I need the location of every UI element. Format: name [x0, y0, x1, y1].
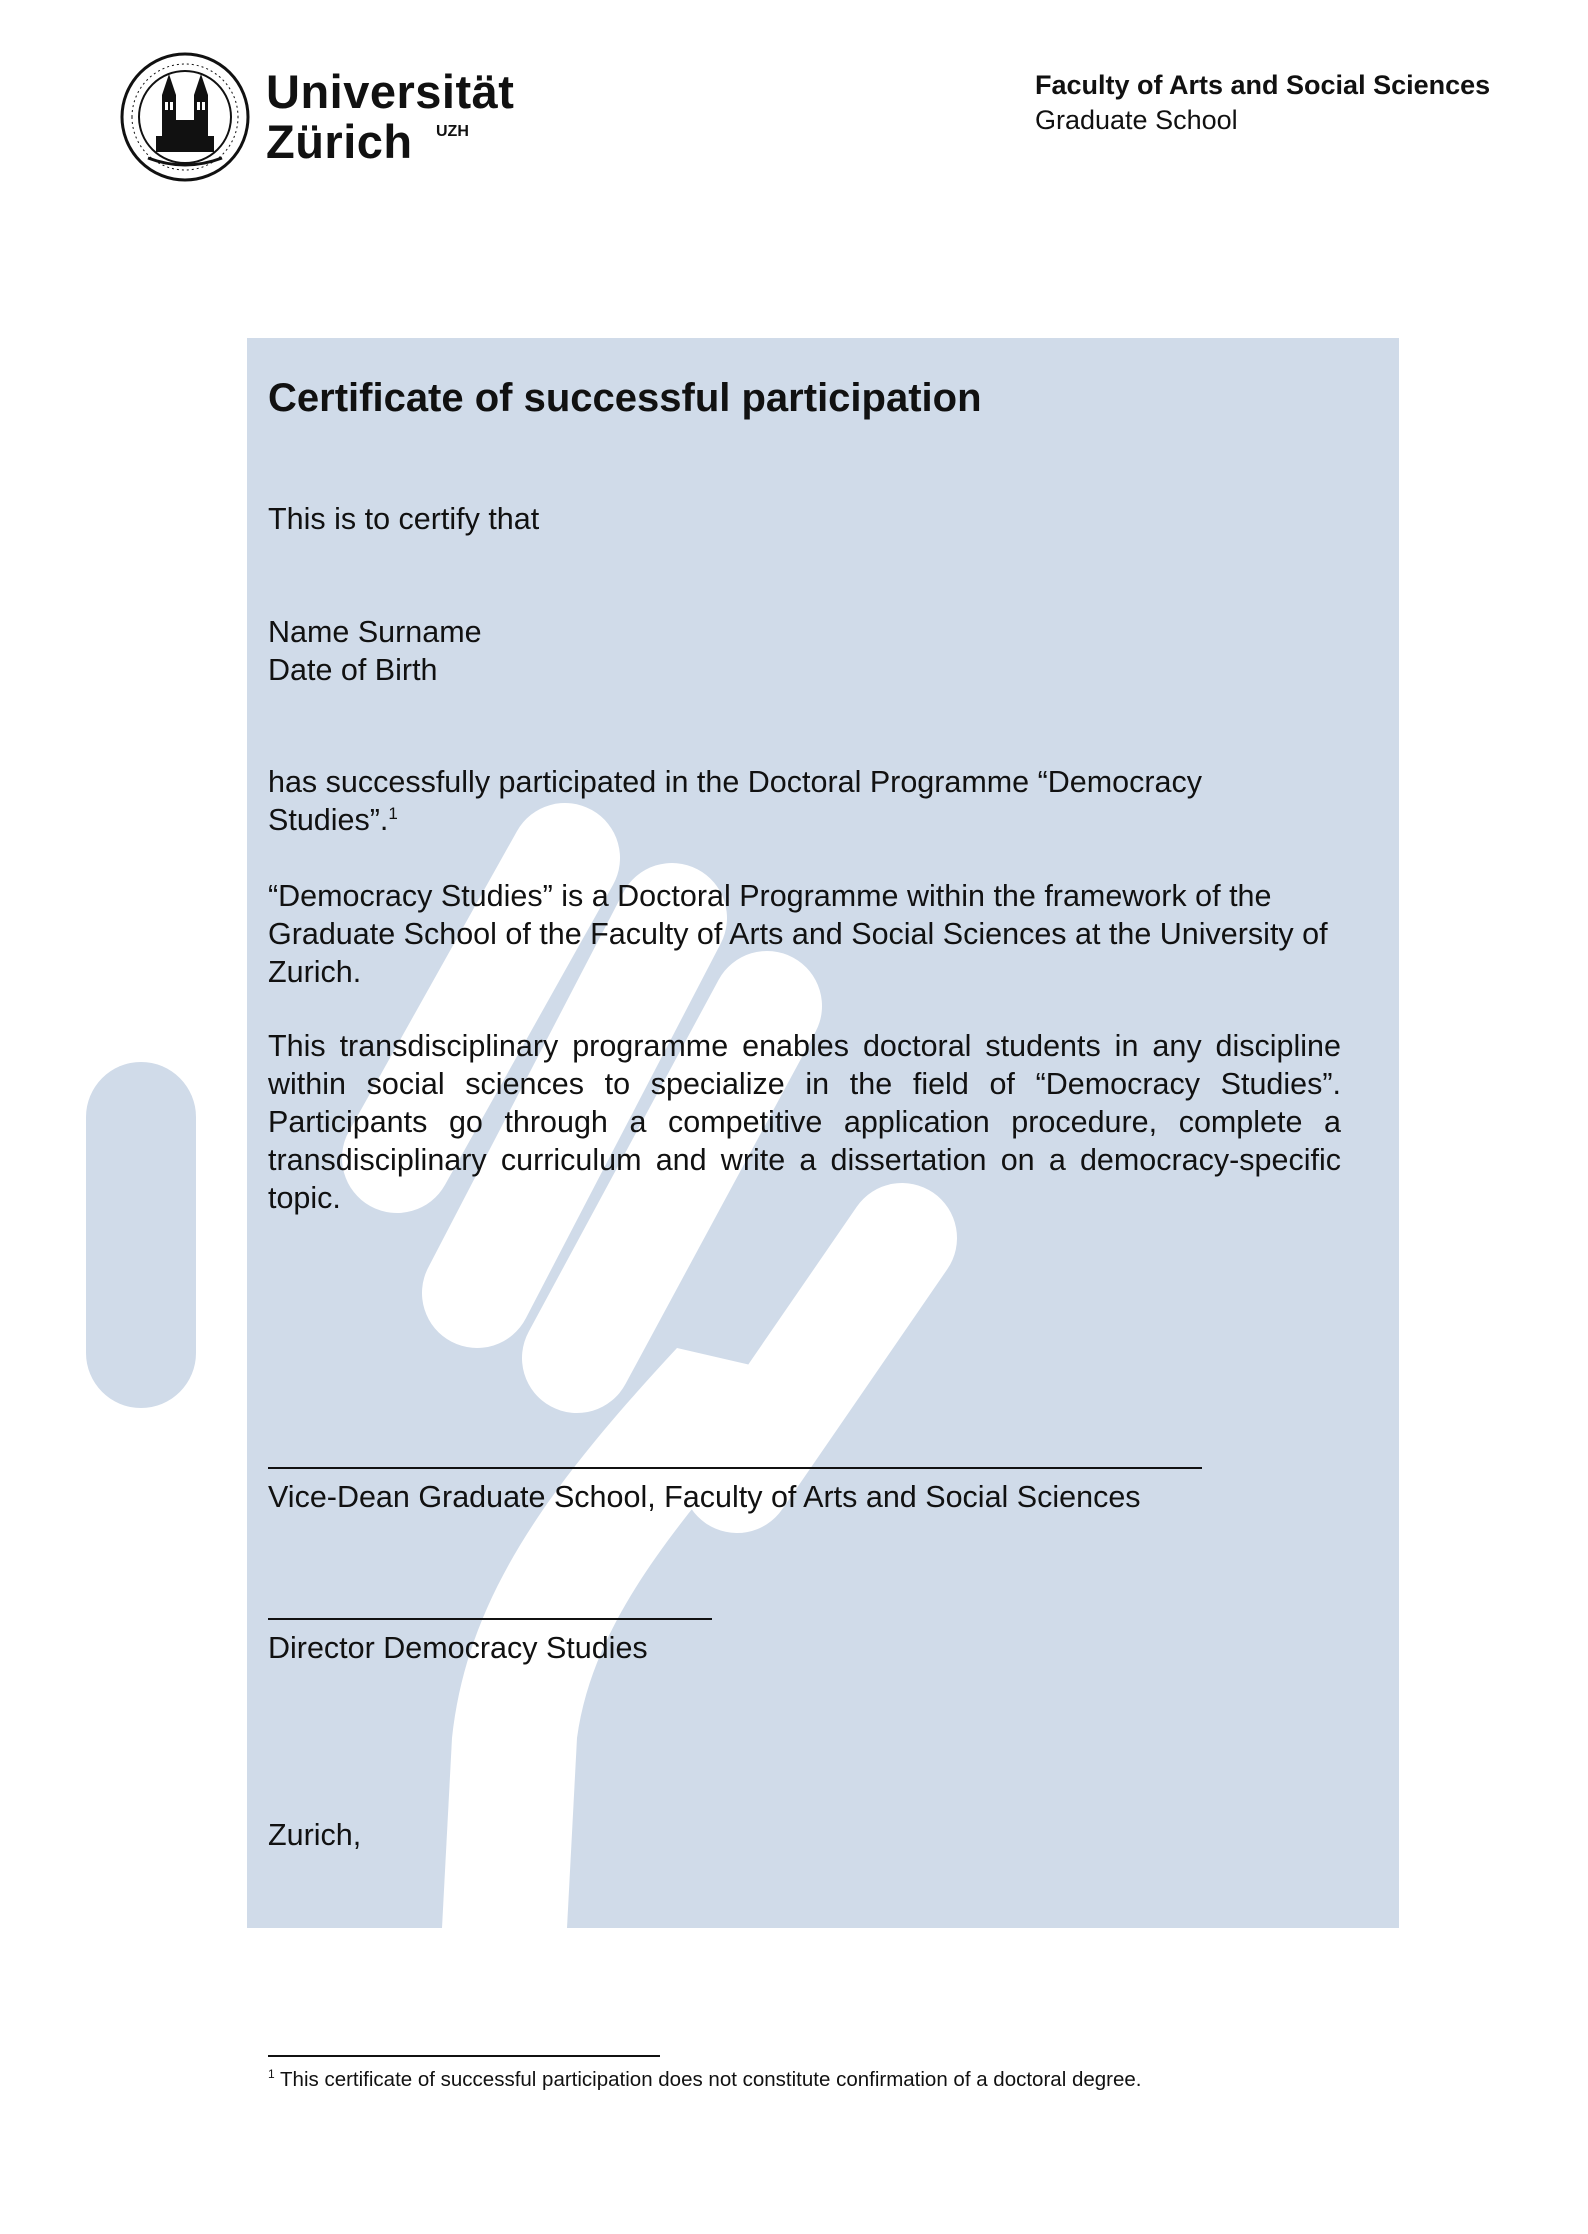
- decorative-stroke: [86, 1062, 196, 1408]
- footnote-separator: [268, 2055, 660, 2057]
- footnote-number: 1: [268, 2067, 275, 2082]
- faculty-name: Faculty of Arts and Social Sciences: [1035, 70, 1491, 100]
- university-name-line2: Zürich: [266, 115, 413, 168]
- recipient-name: Name Surname: [268, 615, 482, 649]
- university-abbreviation: UZH: [436, 123, 469, 140]
- signature-label-vice-dean: Vice-Dean Graduate School, Faculty of Arts and Social Sciences: [268, 1480, 1141, 1514]
- certificate-title: Certificate of successful participation: [268, 376, 982, 420]
- signature-line-vice-dean: [268, 1467, 1202, 1469]
- footnote: [268, 2068, 1141, 2092]
- place-and-date: Zurich,: [268, 1818, 362, 1852]
- school-name: Graduate School: [1035, 105, 1238, 135]
- signature-label-director: Director Democracy Studies: [268, 1631, 648, 1665]
- university-seal-icon: [118, 50, 252, 184]
- footnote-reference: 1: [388, 803, 398, 823]
- recipient-date-of-birth: Date of Birth: [268, 653, 438, 687]
- footnote-text: This certificate of successful participation does not constitute confirmation of a doctoral degree.: [280, 2068, 1142, 2091]
- participation-statement: [268, 763, 1268, 839]
- signature-line-director: [268, 1618, 712, 1620]
- participation-text: has successfully participated in the Doctoral Programme “Democracy Studies”.: [268, 765, 1203, 837]
- programme-description: “Democracy Studies” is a Doctoral Programme within the framework of the Graduate School of the Faculty of Arts and Social Sciences at the University of Zurich.: [268, 879, 1328, 989]
- university-logo: [118, 50, 518, 184]
- university-name-line1: Universität: [266, 65, 515, 118]
- programme-details: This transdisciplinary programme enables doctoral students in any discipline within social sciences to specialize in the field of “Democracy Studies”. Participants go through a competitive application procedure, complete a transdisciplinary curriculum and write a dissertation on a democracy-specific topic.: [268, 1029, 1341, 1215]
- certify-intro: This is to certify that: [268, 502, 540, 536]
- header-faculty-block: [1035, 68, 1490, 138]
